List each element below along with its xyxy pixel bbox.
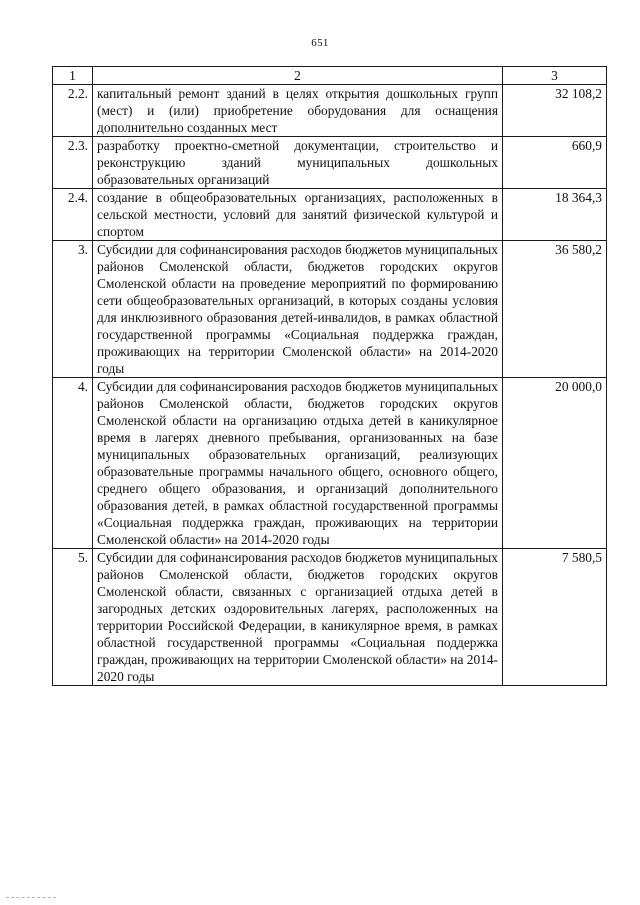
- row-amount: 20 000,0: [503, 378, 607, 549]
- column-header-description: 2: [93, 67, 503, 85]
- row-number: 5.: [53, 549, 93, 686]
- row-number: 2.2.: [53, 85, 93, 137]
- row-amount: 36 580,2: [503, 241, 607, 378]
- row-number: 2.3.: [53, 137, 93, 189]
- row-description: капитальный ремонт зданий в целях открытия дошкольных групп (мест) и (или) приобретение оборудования для оснащения дополнительно созданных мест: [93, 85, 503, 137]
- page-number: 651: [311, 37, 329, 49]
- table-header-row: [53, 67, 607, 85]
- row-description: разработку проектно-сметной документации, строительство и реконструкцию зданий муниципальных дошкольных образовательных организаций: [93, 137, 503, 189]
- row-amount: 660,9: [503, 137, 607, 189]
- table-row: [53, 137, 607, 189]
- row-number: 2.4.: [53, 189, 93, 241]
- table-row: [53, 85, 607, 137]
- column-header-amount: 3: [503, 67, 607, 85]
- row-description: Субсидии для софинансирования расходов бюджетов муниципальных районов Смоленской области, бюджетов городских округов Смоленской области, связанных с организацией отдыха детей в загородных детских оздоровительных лагерях, расположенных на территории Российской Федерации, в каникулярное время, в рамках областной государственной программы «Социальная поддержка граждан, проживающих на территории Смоленской области» на 2014-2020 годы: [93, 549, 503, 686]
- column-header-number: 1: [53, 67, 93, 85]
- table-row: [53, 549, 607, 686]
- budget-table: [52, 66, 607, 686]
- row-description: Субсидии для софинансирования расходов бюджетов муниципальных районов Смоленской области, бюджетов городских округов Смоленской области на проведение мероприятий по формированию сети общеобразовательных организаций, в которых созданы условия для инклюзивного образования детей-инвалидов, в рамках областной государственной программы «Социальная поддержка граждан, проживающих на территории Смоленской области» на 2014-2020 годы: [93, 241, 503, 378]
- row-amount: 7 580,5: [503, 549, 607, 686]
- row-description: создание в общеобразовательных организациях, расположенных в сельской местности, условий для занятий физической культурой и спортом: [93, 189, 503, 241]
- row-amount: 18 364,3: [503, 189, 607, 241]
- table-row: [53, 378, 607, 549]
- row-number: 3.: [53, 241, 93, 378]
- table-row: [53, 241, 607, 378]
- row-description: Субсидии для софинансирования расходов бюджетов муниципальных районов Смоленской области, бюджетов городских округов Смоленской области на организацию отдыха детей в каникулярное время в лагерях дневного пребывания, организованных на базе муниципальных образовательных организаций, реализующих образовательные программы начального общего, основного общего, среднего общего образования, и организаций дополнительного образования детей, в рамках областной государственной программы «Социальная поддержка граждан, проживающих на территории Смоленской области» на 2014-2020 годы: [93, 378, 503, 549]
- row-number: 4.: [53, 378, 93, 549]
- row-amount: 32 108,2: [503, 85, 607, 137]
- table-row: [53, 189, 607, 241]
- footer-divider: [6, 897, 56, 899]
